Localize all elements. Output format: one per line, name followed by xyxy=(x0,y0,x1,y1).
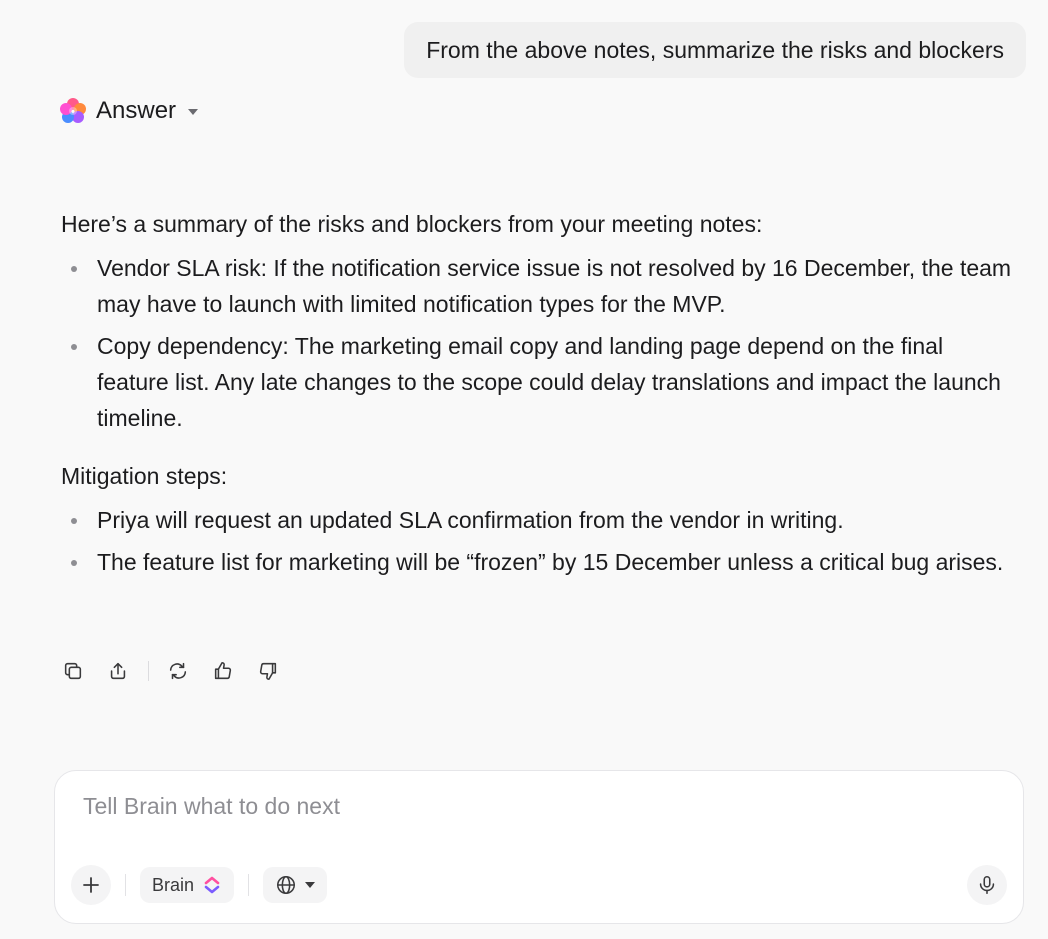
list-item: The feature list for marketing will be “frozen” by 15 December unless a critical bug arises. xyxy=(97,544,1021,580)
message-composer xyxy=(54,770,1024,924)
user-message-text: From the above notes, summarize the risks and blockers xyxy=(426,37,1004,63)
risks-list xyxy=(61,250,1021,436)
caret-down-icon xyxy=(188,109,198,115)
answer-label: Answer xyxy=(96,97,177,124)
plus-icon xyxy=(81,875,101,895)
brain-logo-icon xyxy=(58,96,88,126)
mitigation-heading: Mitigation steps: xyxy=(61,463,228,489)
answer-mode-dropdown[interactable] xyxy=(58,96,198,126)
answer-intro: Here’s a summary of the risks and blockers from your meeting notes: xyxy=(61,211,763,237)
composer-toolbar xyxy=(71,865,1007,905)
regenerate-icon xyxy=(167,660,189,682)
user-message-bubble xyxy=(404,22,1026,78)
copy-button[interactable] xyxy=(58,656,88,686)
copy-icon xyxy=(62,660,84,682)
thumbs-down-button[interactable] xyxy=(253,656,283,686)
list-item: Copy dependency: The marketing email copy and landing page depend on the final feature list. Any late changes to the scope could delay translations and impact the launch timeline. xyxy=(97,328,1021,436)
list-item: Vendor SLA risk: If the notification service issue is not resolved by 16 December, the team may have to launch with limited notification types for the MVP. xyxy=(97,250,1021,322)
answer-content xyxy=(61,206,1021,586)
thumbs-up-icon xyxy=(212,660,234,682)
add-attachment-button[interactable] xyxy=(71,865,111,905)
toolbar-divider xyxy=(248,874,249,896)
mitigations-list xyxy=(61,502,1021,580)
message-actions xyxy=(58,656,298,686)
brain-model-button[interactable] xyxy=(140,867,234,903)
brain-label: Brain xyxy=(152,874,195,895)
list-item: Priya will request an updated SLA confirmation from the vendor in writing. xyxy=(97,502,1021,538)
thumbs-down-icon xyxy=(257,660,279,682)
microphone-icon xyxy=(976,874,998,896)
caret-down-icon xyxy=(305,882,315,888)
thumbs-up-button[interactable] xyxy=(208,656,238,686)
brain-model-icon xyxy=(202,875,222,895)
web-search-dropdown[interactable] xyxy=(263,867,327,903)
actions-divider xyxy=(148,661,149,681)
regenerate-button[interactable] xyxy=(163,656,193,686)
share-button[interactable] xyxy=(103,656,133,686)
share-icon xyxy=(107,660,129,682)
globe-icon xyxy=(275,874,297,896)
toolbar-divider xyxy=(125,874,126,896)
prompt-input[interactable] xyxy=(83,793,983,820)
voice-input-button[interactable] xyxy=(967,865,1007,905)
